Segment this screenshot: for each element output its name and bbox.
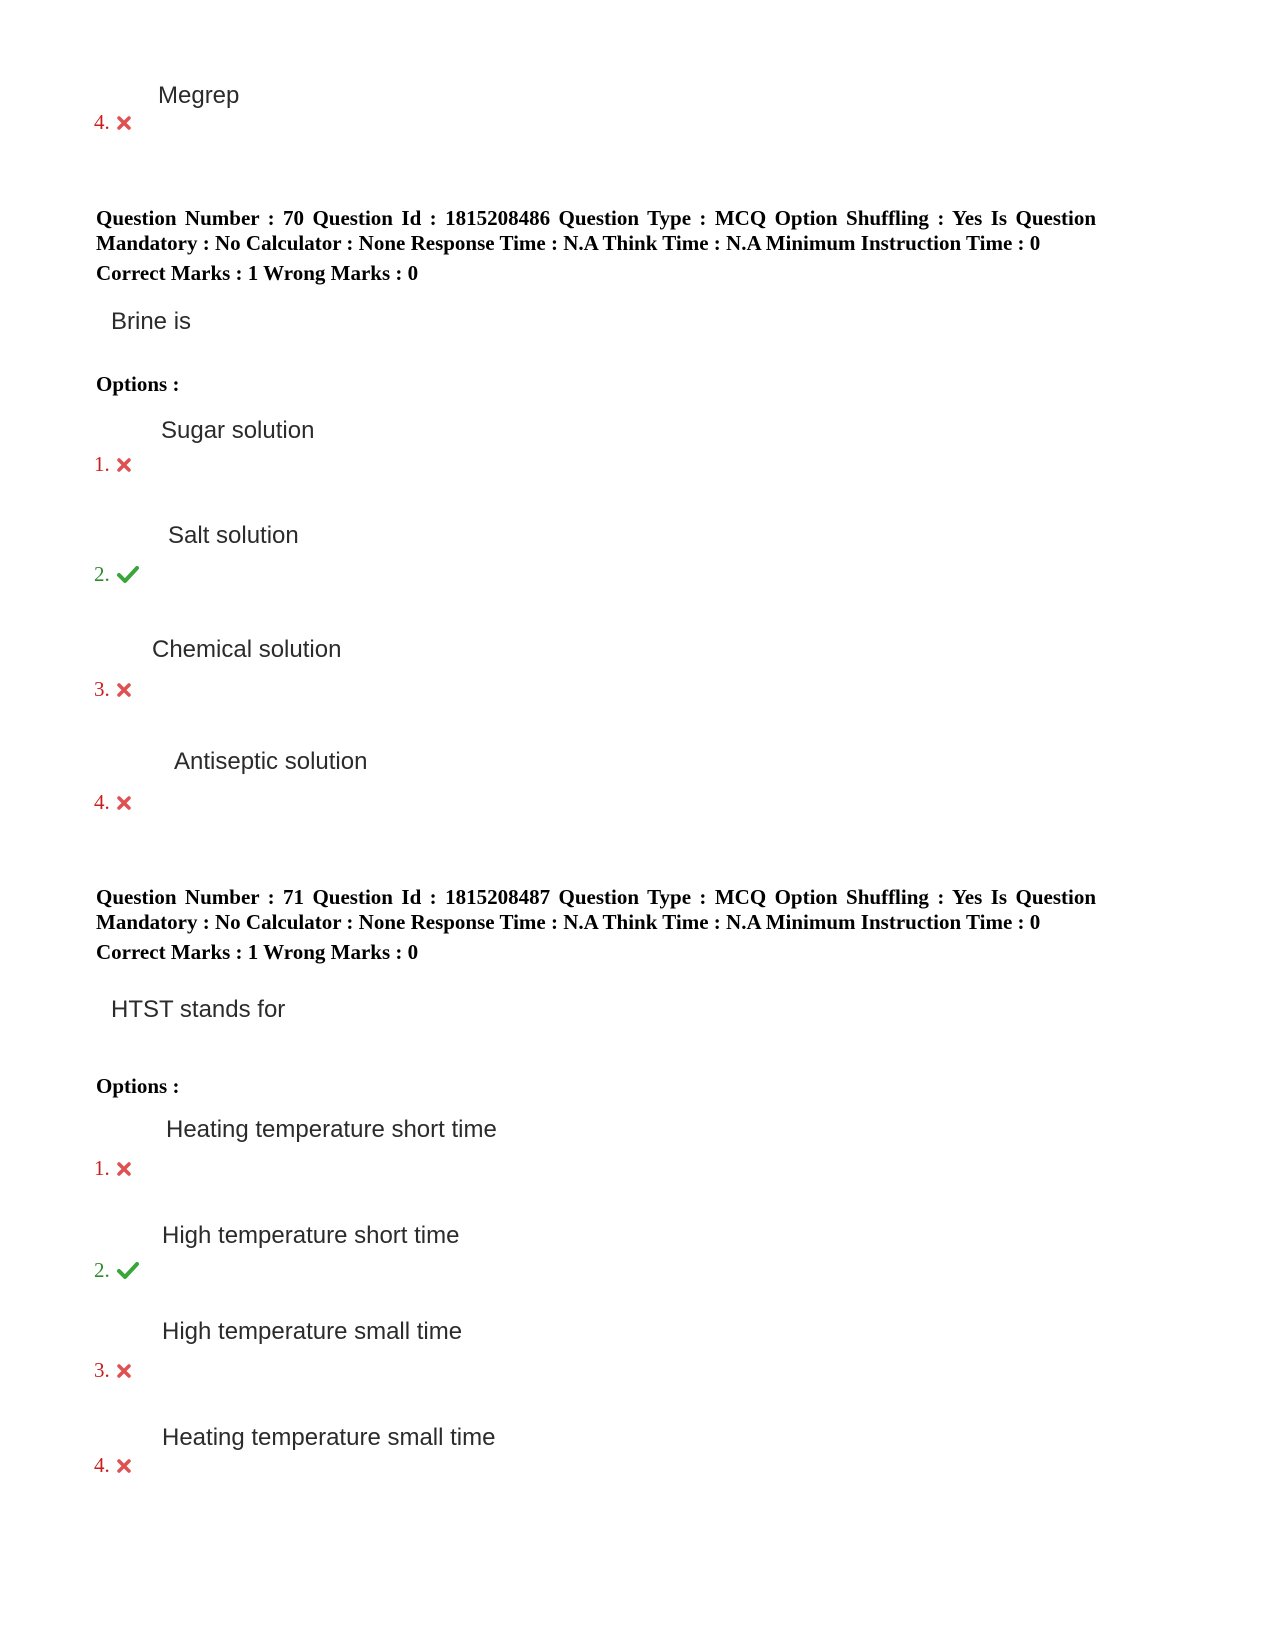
option-marker — [94, 112, 131, 133]
option-number: 2. — [94, 1258, 110, 1282]
option-number: 4. — [94, 790, 110, 814]
option-number: 3. — [94, 1358, 110, 1382]
cross-icon — [117, 1459, 131, 1473]
question-meta: Question Number : 71 Question Id : 1815208487 Question Type : MCQ Option Shuffling : Yes Is Question Mandatory : No Calculator : None Response Time : N.A Think Time : N.A Minimum Instruction Time : 0 — [96, 885, 1096, 934]
cross-icon — [117, 116, 131, 130]
option-number: 3. — [94, 677, 110, 701]
option-text: Heating temperature small time — [162, 1424, 496, 1451]
option-marker — [94, 1260, 139, 1281]
option-number: 1. — [94, 1156, 110, 1180]
question-marks: Correct Marks : 1 Wrong Marks : 0 — [96, 940, 419, 964]
check-icon — [117, 1262, 139, 1280]
option-marker — [94, 1360, 131, 1381]
option-number: 1. — [94, 452, 110, 476]
option-marker — [94, 679, 131, 700]
check-icon — [117, 566, 139, 584]
question-stem: HTST stands for — [111, 996, 286, 1023]
question-meta: Question Number : 70 Question Id : 1815208486 Question Type : MCQ Option Shuffling : Yes Is Question Mandatory : No Calculator : None Response Time : N.A Think Time : N.A Minimum Instruction Time : 0 — [96, 206, 1096, 255]
option-marker — [94, 1158, 131, 1179]
option-text: Sugar solution — [161, 417, 315, 444]
cross-icon — [117, 796, 131, 810]
question-marks: Correct Marks : 1 Wrong Marks : 0 — [96, 261, 419, 285]
option-text: Megrep — [158, 82, 240, 109]
option-marker — [94, 1455, 131, 1476]
options-label: Options : — [96, 1074, 180, 1098]
option-text: Antiseptic solution — [174, 748, 368, 775]
cross-icon — [117, 458, 131, 472]
option-text: High temperature short time — [162, 1222, 460, 1249]
option-number: 4. — [94, 1453, 110, 1477]
question-stem: Brine is — [111, 308, 192, 335]
option-number: 4. — [94, 110, 110, 134]
option-text: High temperature small time — [162, 1318, 463, 1345]
option-text: Chemical solution — [152, 636, 342, 663]
option-number: 2. — [94, 562, 110, 586]
cross-icon — [117, 683, 131, 697]
cross-icon — [117, 1162, 131, 1176]
cross-icon — [117, 1364, 131, 1378]
option-text: Salt solution — [168, 522, 299, 549]
option-marker — [94, 454, 131, 475]
options-label: Options : — [96, 372, 180, 396]
option-marker — [94, 792, 131, 813]
option-text: Heating temperature short time — [166, 1116, 497, 1143]
option-marker — [94, 564, 139, 585]
